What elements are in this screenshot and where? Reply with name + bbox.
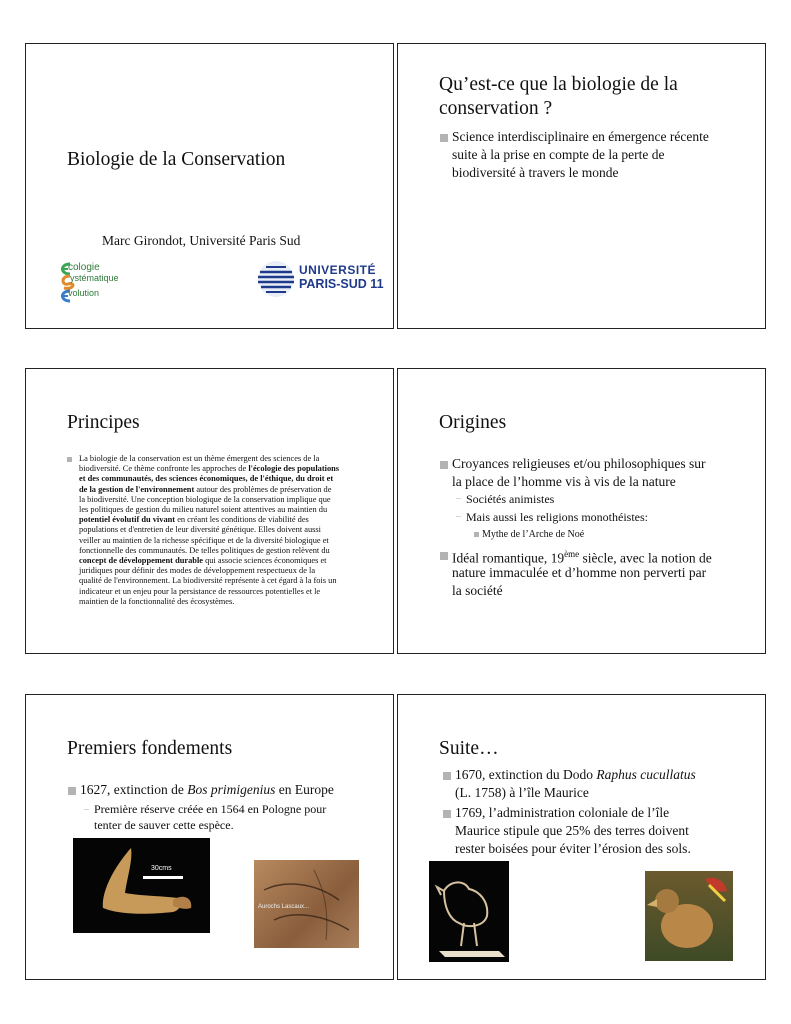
slide3-title: Principes xyxy=(67,412,140,433)
slide1-author: Marc Girondot, Université Paris Sud xyxy=(102,233,301,248)
slide4-sub2: Mais aussi les religions monothéistes: xyxy=(466,510,648,524)
dodo-skeleton-photo xyxy=(429,861,509,962)
para-line: la biodiversité. Une conception biologique de la conservation implique que xyxy=(79,494,331,504)
slide5-sub1-line2: tenter de sauver cette espèce. xyxy=(94,818,234,832)
ecologie-logo xyxy=(56,260,136,304)
bullet-square-icon xyxy=(440,552,448,560)
para-line: maintien de la fonctionnalité des écosystèmes. xyxy=(79,596,235,606)
bullet-square-icon xyxy=(67,457,72,462)
dash-icon: – xyxy=(456,511,461,522)
para-line: populations et d'entretien de leur diversité génétique. Elles doivent aussi xyxy=(79,525,321,535)
slide-origines xyxy=(397,368,766,654)
logo-text-1: cologie xyxy=(68,262,100,273)
slide4-b2-line2: nature immaculée et d’homme non perverti par xyxy=(452,565,707,580)
slide2-bullet1-line3: biodiversité à travers le monde xyxy=(452,165,619,180)
para-line: juridiques pour définir des modes de développement respectueux de la xyxy=(79,566,316,576)
slide4-b2-line1: Idéal romantique, 19ème siècle, avec la notion de xyxy=(452,549,712,566)
slide3-paragraph xyxy=(79,454,384,607)
bullet-square-icon xyxy=(443,810,451,818)
paris-sud-logo xyxy=(254,259,384,299)
slide6-b1-line2: (L. 1758) à l’île Maurice xyxy=(455,785,589,800)
dash-icon: – xyxy=(456,493,461,504)
slide4-b2-line3: la société xyxy=(452,583,503,598)
slide4-b1-line2: la place de l’homme vis à vis de la nature xyxy=(452,474,676,489)
bullet-square-icon xyxy=(440,134,448,142)
slide4-subsub1: Mythe de l’Arche de Noé xyxy=(482,529,585,540)
logo-text-3: volution xyxy=(68,288,100,298)
para-line: les politiques de gestion du milieu naturel soient attentives au maintien du xyxy=(79,505,328,515)
scale-label: 30cms xyxy=(151,865,172,872)
bullet-square-icon xyxy=(68,787,76,795)
slide6-b2-line2: Maurice stipule que 25% des terres doivent xyxy=(455,823,689,838)
para-line: veiller au maintien de la richesse spécifique et de la diversité biologique et xyxy=(79,535,329,545)
dash-icon: – xyxy=(84,804,89,815)
para-line: indicateur et un enjeu pour la persistance de ressources potentielles et le xyxy=(79,586,321,596)
paris-sud-text-2: PARIS-SUD 11 xyxy=(299,277,384,291)
bullet-square-icon xyxy=(474,532,479,537)
slide2-title-line2: conservation ? xyxy=(439,98,553,119)
cave-caption: Aurochs Lascaux... xyxy=(258,904,310,910)
bullet-square-icon xyxy=(440,461,448,469)
slide4-sub1: Sociétés animistes xyxy=(466,492,555,506)
para-line: biodiversité. Ce thème confronte les approches de l'écologie des populations xyxy=(79,464,340,474)
logo-text-2: ystématique xyxy=(70,273,119,283)
slide5-sub1-line1: Première réserve créée en 1564 en Pologne pour xyxy=(94,802,327,816)
para-line: concept de développement durable qui associe sciences économiques et xyxy=(79,556,327,566)
slide-title xyxy=(25,43,394,329)
dodo-painting xyxy=(645,871,733,961)
para-line: et des communautés, des sciences économiques, de l'éthique, du droit et xyxy=(79,474,334,484)
para-line: La biologie de la conservation est un thème émergent des sciences de la xyxy=(79,454,320,463)
para-line: fonctionnelle des communautés. De telles politiques de gestion relèvent du xyxy=(79,545,330,555)
para-line: de la gestion de l'environnement autour des problèmes de préservation de xyxy=(79,484,332,494)
slide6-b2-line3: rester boisées pour éviter l’érosion des sols. xyxy=(455,841,691,856)
slide6-b2-line1: 1769, l’administration coloniale de l’île xyxy=(455,805,670,820)
slide4-b1-line1: Croyances religieuses et/ou philosophiques sur xyxy=(452,456,706,471)
para-line: potentiel évolutif du vivant en créant les conditions de viabilité des xyxy=(79,515,309,525)
lascaux-cave-painting xyxy=(254,860,359,948)
paris-sud-text-1: UNIVERSITÉ xyxy=(299,263,377,277)
slide2-bullet1-line1: Science interdisciplinaire en émergence récente xyxy=(452,129,709,144)
slide2-bullet1-line2: suite à la prise en compte de la perte de xyxy=(452,147,665,162)
slide2-title-line1: Qu’est-ce que la biologie de la xyxy=(439,74,678,95)
para-line: qualité de l'environnement. La biodiversité représente à cet égard à la fois un xyxy=(79,576,337,586)
slide4-title: Origines xyxy=(439,412,507,433)
slide-principes xyxy=(25,368,394,654)
bullet-square-icon xyxy=(443,772,451,780)
slide6-b1-line1: 1670, extinction du Dodo Raphus cucullatus xyxy=(455,767,696,782)
slide-definition xyxy=(397,43,766,329)
slide6-title: Suite… xyxy=(439,738,499,759)
slide5-title: Premiers fondements xyxy=(67,738,233,759)
aurochs-skull-photo xyxy=(73,838,210,933)
slide-suite xyxy=(397,694,766,980)
slide1-title: Biologie de la Conservation xyxy=(67,149,286,170)
slide5-b1: 1627, extinction de Bos primigenius en Europe xyxy=(80,782,334,797)
slide-premiers-fondements xyxy=(25,694,394,980)
